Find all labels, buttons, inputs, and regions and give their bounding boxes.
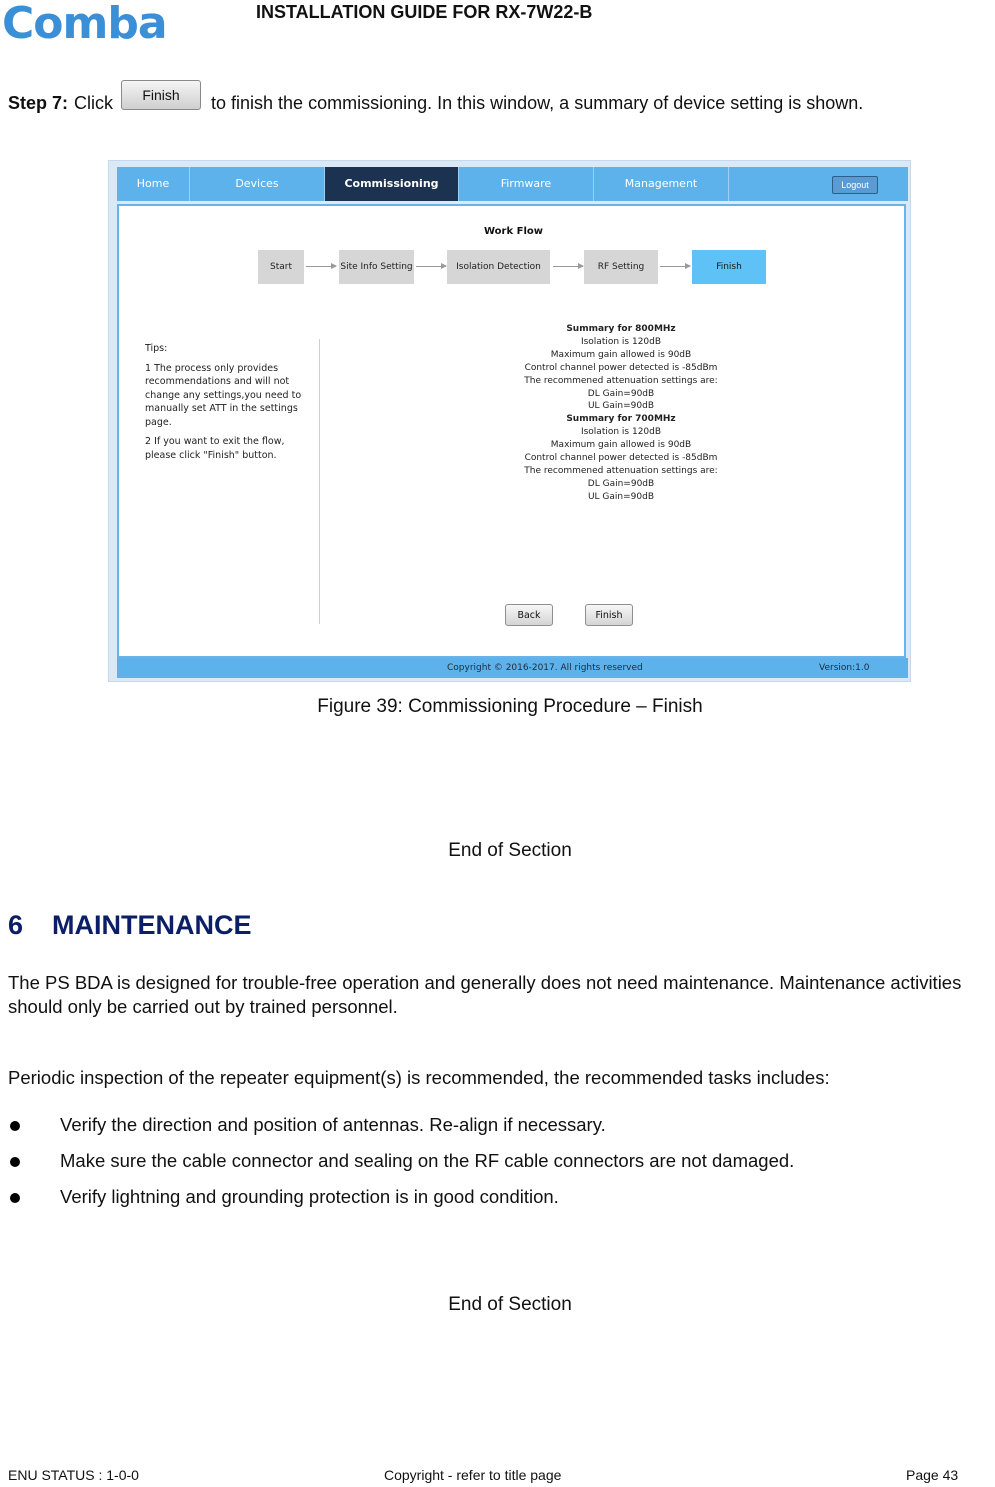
document-title: INSTALLATION GUIDE FOR RX-7W22-B	[256, 2, 593, 22]
nav-tab-management[interactable]: Management	[594, 167, 729, 201]
workflow-title: Work Flow	[484, 226, 543, 237]
comba-logo: Comba	[2, 0, 167, 49]
screenshot-copyright: Copyright © 2016-2017. All rights reserved	[447, 663, 643, 673]
tips-heading: Tips:	[145, 343, 168, 354]
summary-line: DL Gain=90dB	[587, 388, 655, 399]
workflow-arrow	[416, 266, 446, 267]
workflow-step-finish: Finish	[692, 250, 766, 284]
logout-button[interactable]: Logout	[832, 176, 878, 194]
inspection-paragraph: Periodic inspection of the repeater equipment(s) is recommended, the recommended tasks includes:	[8, 1067, 830, 1088]
summary-line: The recommened attenuation settings are:	[524, 375, 718, 386]
bullet-icon	[10, 1121, 20, 1131]
summary-line: Maximum gain allowed is 90dB	[550, 440, 692, 451]
screenshot-footer-bar	[117, 658, 908, 678]
summary-line: UL Gain=90dB	[587, 401, 655, 412]
summary-line: Maximum gain allowed is 90dB	[550, 349, 692, 360]
list-item-text: Make sure the cable connector and sealing on the RF cable connectors are not damaged.	[60, 1150, 795, 1171]
workflow-step-isolation: Isolation Detection	[447, 250, 550, 284]
workflow-panel	[117, 204, 906, 658]
nav-tab-devices[interactable]: Devices	[190, 167, 325, 201]
summary-block	[431, 323, 811, 504]
workflow-step-start: Start	[258, 250, 304, 284]
finish-button[interactable]: Finish	[585, 604, 633, 626]
footer-copyright: Copyright - refer to title page	[384, 1467, 562, 1483]
end-of-section: End of Section	[448, 840, 572, 861]
step-label: Step 7:	[8, 92, 69, 113]
tip-item: 1 The process only provides recommendations and will not change any settings,you need to manually set ATT in the settings page.	[145, 362, 302, 428]
summary-line: Control channel power detected is -85dBm	[524, 362, 718, 373]
finish-button-illustration: Finish	[121, 80, 201, 110]
commissioning-screenshot	[108, 160, 911, 682]
workflow-arrow	[306, 266, 336, 267]
summary-line: UL Gain=90dB	[587, 491, 655, 502]
tips-box	[145, 342, 317, 468]
footer-page-number: Page 43	[906, 1467, 959, 1483]
summary-line: Isolation is 120dB	[580, 336, 662, 347]
section-number: 6	[8, 910, 24, 940]
maintenance-paragraph: The PS BDA is designed for trouble-free operation and generally does not need maintenance. Maintenance activities should only be carried out by trained personnel.	[8, 972, 962, 1017]
step-7-instruction	[8, 88, 863, 118]
workflow-step-site-info: Site Info Setting	[339, 250, 414, 284]
vertical-divider	[319, 339, 320, 624]
back-button[interactable]: Back	[505, 604, 553, 626]
tip-item: 2 If you want to exit the flow, please click "Finish" button.	[145, 436, 285, 461]
top-nav-bar	[117, 167, 908, 201]
list-item	[8, 1186, 794, 1222]
section-heading	[8, 910, 252, 941]
workflow-arrow	[553, 266, 583, 267]
summary-line: Isolation is 120dB	[580, 427, 662, 438]
workflow-step-rf-setting: RF Setting	[584, 250, 658, 284]
list-item-text: Verify the direction and position of antennas. Re-align if necessary.	[60, 1114, 606, 1135]
task-list	[8, 1114, 794, 1222]
summary-line: Control channel power detected is -85dBm	[524, 453, 718, 464]
list-item	[8, 1114, 794, 1150]
bullet-icon	[10, 1193, 20, 1203]
footer-status: ENU STATUS : 1-0-0	[8, 1467, 139, 1483]
workflow-arrow	[660, 266, 690, 267]
summary-heading-800: Summary for 800MHz	[566, 324, 676, 334]
step-pre-text: Click	[74, 92, 114, 113]
screenshot-version: Version:1.0	[819, 663, 870, 673]
list-item	[8, 1150, 794, 1186]
list-item-text: Verify lightning and grounding protection is in good condition.	[60, 1186, 559, 1207]
nav-tab-home[interactable]: Home	[117, 167, 190, 201]
step-post-text: to finish the commissioning. In this window, a summary of device setting is shown.	[211, 92, 864, 113]
nav-tab-firmware[interactable]: Firmware	[459, 167, 594, 201]
figure-caption: Figure 39: Commissioning Procedure – Finish	[317, 696, 703, 717]
summary-line: The recommened attenuation settings are:	[524, 465, 718, 476]
bullet-icon	[10, 1157, 20, 1167]
summary-line: DL Gain=90dB	[587, 478, 655, 489]
section-title-text: MAINTENANCE	[52, 910, 252, 940]
nav-tab-commissioning[interactable]: Commissioning	[325, 167, 459, 201]
summary-heading-700: Summary for 700MHz	[566, 414, 676, 425]
end-of-section: End of Section	[448, 1294, 572, 1315]
